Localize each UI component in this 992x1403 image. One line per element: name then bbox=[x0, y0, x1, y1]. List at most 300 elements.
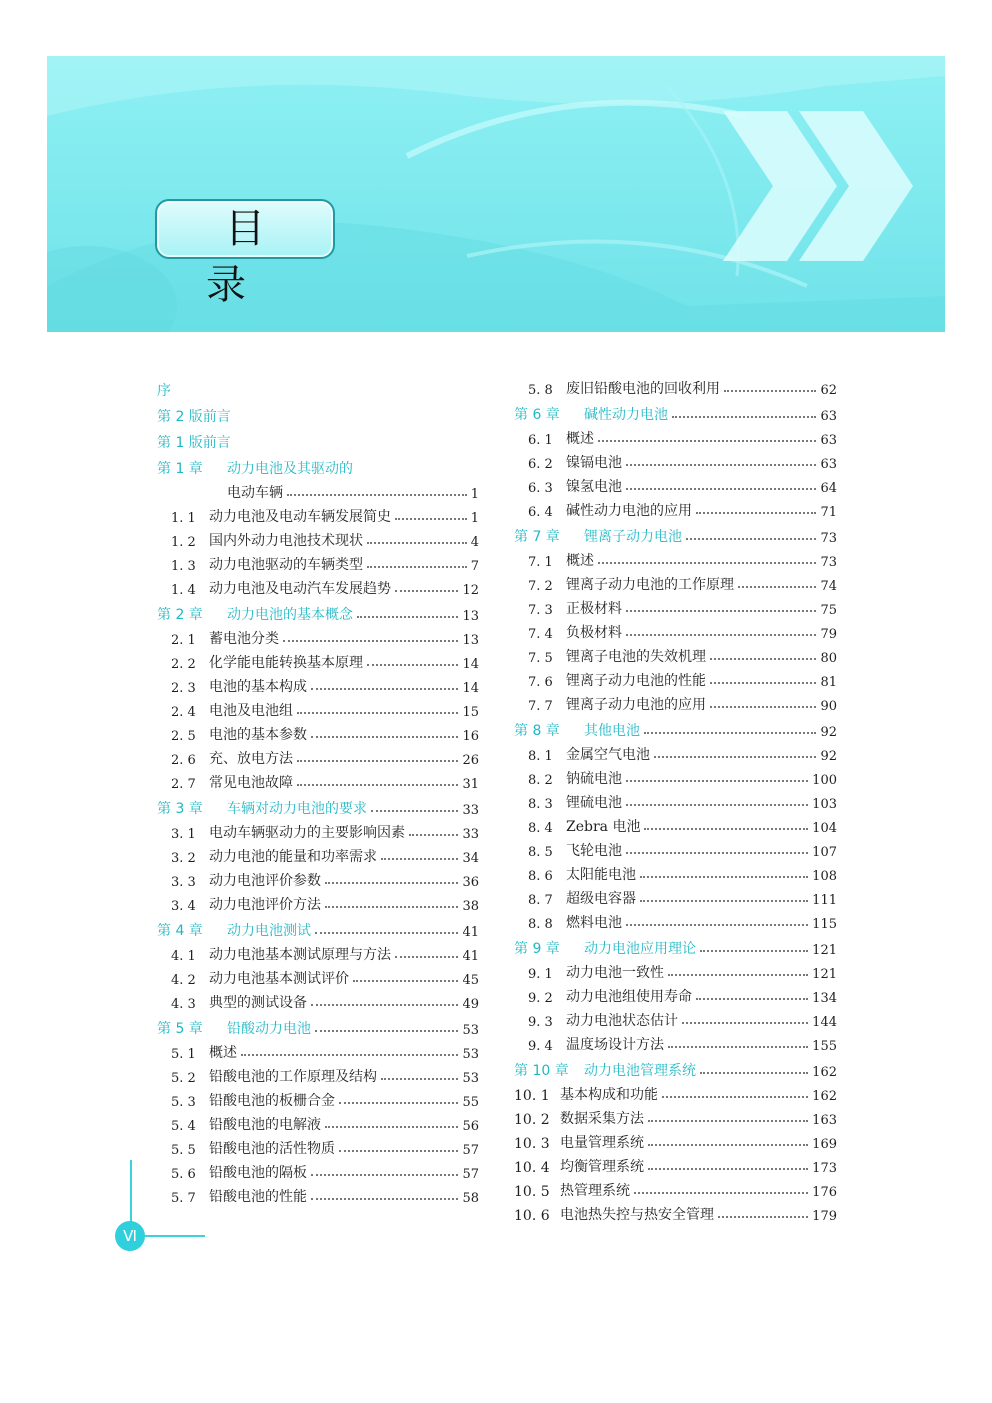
toc-section-entry[interactable] bbox=[514, 1006, 837, 1030]
toc-entry-page: 63 bbox=[820, 433, 837, 448]
toc-section-entry[interactable] bbox=[157, 1110, 479, 1134]
toc-section-entry[interactable] bbox=[514, 546, 837, 570]
toc-entry-number: 3. 2 bbox=[171, 851, 196, 866]
toc-entry-number: 2. 7 bbox=[171, 777, 196, 792]
dot-leader bbox=[241, 1054, 458, 1056]
toc-entry-title: 均衡管理系统 bbox=[560, 1159, 644, 1175]
toc-chapter-entry[interactable] bbox=[157, 452, 479, 478]
toc-section-entry[interactable] bbox=[157, 720, 479, 744]
dot-leader bbox=[315, 1030, 458, 1032]
toc-left-column bbox=[157, 374, 479, 1206]
toc-entry-number: 10. 6 bbox=[514, 1208, 550, 1224]
toc-entry-title: 动力电池的能量和功率需求 bbox=[209, 849, 377, 865]
toc-entry-page: 173 bbox=[812, 1161, 837, 1176]
toc-entry-title: 锂离子电池的失效机理 bbox=[566, 649, 706, 665]
dot-leader bbox=[626, 634, 816, 636]
toc-entry-number: 7. 2 bbox=[528, 579, 553, 594]
toc-entry-page: 134 bbox=[812, 991, 837, 1006]
toc-entry-number: 9. 1 bbox=[528, 967, 553, 982]
dot-leader bbox=[325, 1126, 458, 1128]
toc-entry-title: 车辆对动力电池的要求 bbox=[227, 801, 367, 817]
toc-front-matter-entry[interactable] bbox=[157, 374, 479, 400]
toc-entry-number: 8. 6 bbox=[528, 869, 553, 884]
toc-entry-page: 121 bbox=[812, 967, 837, 982]
toc-section-entry[interactable] bbox=[514, 642, 837, 666]
toc-section-entry[interactable] bbox=[157, 502, 479, 526]
toc-entry-number: 2. 4 bbox=[171, 705, 196, 720]
toc-entry-number: 第 5 章 bbox=[157, 1021, 203, 1037]
toc-entry-title: 铅酸电池的板栅合金 bbox=[209, 1093, 335, 1109]
toc-entry-page: 56 bbox=[462, 1119, 479, 1134]
toc-entry-number: 8. 1 bbox=[528, 749, 553, 764]
toc-entry-number: 第 1 章 bbox=[157, 461, 203, 477]
dot-leader bbox=[672, 416, 816, 418]
toc-entry-page: 53 bbox=[462, 1047, 479, 1062]
dot-leader bbox=[283, 640, 458, 642]
toc-entry-number: 6. 4 bbox=[528, 505, 553, 520]
toc-entry-title: 动力电池评价方法 bbox=[209, 897, 321, 913]
toc-entry-number: 6. 3 bbox=[528, 481, 553, 496]
toc-section-entry[interactable] bbox=[514, 788, 837, 812]
toc-entry-title: 碱性动力电池 bbox=[584, 407, 668, 423]
toc-chapter-entry[interactable] bbox=[157, 914, 479, 940]
toc-entry-page: 162 bbox=[812, 1065, 837, 1080]
toc-entry-number: 2. 6 bbox=[171, 753, 196, 768]
toc-entry-title: 超级电容器 bbox=[566, 891, 636, 907]
toc-section-entry[interactable] bbox=[514, 1128, 837, 1152]
dot-leader bbox=[311, 1174, 458, 1176]
toc-section-entry[interactable] bbox=[157, 1062, 479, 1086]
dot-leader bbox=[287, 494, 467, 496]
dot-leader bbox=[662, 1096, 808, 1098]
toc-entry-number: 第 3 章 bbox=[157, 801, 203, 817]
dot-leader bbox=[644, 828, 808, 830]
dot-leader bbox=[339, 1150, 458, 1152]
toc-entry-title: 金属空气电池 bbox=[566, 747, 650, 763]
toc-section-entry[interactable] bbox=[514, 570, 837, 594]
toc-section-entry[interactable] bbox=[157, 866, 479, 890]
toc-entry-title: 电池的基本参数 bbox=[209, 727, 307, 743]
dot-leader bbox=[626, 488, 816, 490]
toc-chapter-entry[interactable] bbox=[514, 1054, 837, 1080]
toc-entry-number: 9. 3 bbox=[528, 1015, 553, 1030]
toc-entry-number: 10. 1 bbox=[514, 1088, 550, 1104]
toc-entry-page: 55 bbox=[462, 1095, 479, 1110]
toc-entry-title: 太阳能电池 bbox=[566, 867, 636, 883]
toc-entry-number: 4. 3 bbox=[171, 997, 196, 1012]
toc-entry-page: 33 bbox=[462, 827, 479, 842]
toc-entry-page: 115 bbox=[812, 917, 837, 932]
toc-section-entry[interactable] bbox=[514, 1030, 837, 1054]
dot-leader bbox=[598, 562, 816, 564]
toc-section-entry[interactable] bbox=[157, 890, 479, 914]
dot-leader bbox=[648, 1144, 808, 1146]
toc-entry-number: 1. 3 bbox=[171, 559, 196, 574]
dot-leader bbox=[325, 906, 458, 908]
dot-leader bbox=[710, 658, 816, 660]
dot-leader bbox=[710, 682, 816, 684]
toc-section-entry[interactable] bbox=[514, 472, 837, 496]
toc-entry-title: Zebra 电池 bbox=[566, 819, 641, 835]
toc-section-entry[interactable] bbox=[514, 1200, 837, 1224]
dot-leader bbox=[724, 390, 816, 392]
toc-entry-title: 充、放电方法 bbox=[209, 751, 293, 767]
toc-entry-number: 第 9 章 bbox=[514, 941, 560, 957]
toc-entry-page: 15 bbox=[462, 705, 479, 720]
toc-entry-page: 14 bbox=[462, 681, 479, 696]
toc-entry-title: 镍氢电池 bbox=[566, 479, 622, 495]
toc-front-matter-entry[interactable] bbox=[157, 426, 479, 452]
toc-section-entry[interactable] bbox=[514, 908, 837, 932]
toc-section-entry[interactable] bbox=[157, 1086, 479, 1110]
toc-section-entry[interactable] bbox=[157, 988, 479, 1012]
dot-leader bbox=[654, 756, 816, 758]
toc-section-entry[interactable] bbox=[514, 1152, 837, 1176]
toc-section-entry[interactable] bbox=[514, 666, 837, 690]
toc-entry-title: 电动车辆 bbox=[227, 485, 283, 501]
toc-entry-title: 动力电池组使用寿命 bbox=[566, 989, 692, 1005]
dot-leader bbox=[738, 586, 816, 588]
toc-entry-number: 5. 5 bbox=[171, 1143, 196, 1158]
toc-entry-number: 6. 1 bbox=[528, 433, 553, 448]
toc-entry-title: 锂离子动力电池的工作原理 bbox=[566, 577, 734, 593]
toc-section-entry[interactable] bbox=[514, 740, 837, 764]
toc-entry-title: 动力电池测试 bbox=[227, 923, 311, 939]
toc-entry-page: 57 bbox=[462, 1143, 479, 1158]
dot-leader bbox=[367, 664, 458, 666]
toc-entry-number: 第 7 章 bbox=[514, 529, 560, 545]
toc-entry-number: 1. 2 bbox=[171, 535, 196, 550]
toc-section-entry[interactable] bbox=[157, 672, 479, 696]
dot-leader bbox=[311, 1004, 458, 1006]
dot-leader bbox=[640, 876, 808, 878]
toc-entry-number: 6. 2 bbox=[528, 457, 553, 472]
toc-section-entry[interactable] bbox=[514, 836, 837, 860]
toc-entry-page: 13 bbox=[462, 633, 479, 648]
toc-entry-number: 第 4 章 bbox=[157, 923, 203, 939]
dot-leader bbox=[297, 760, 458, 762]
toc-entry-number: 5. 3 bbox=[171, 1095, 196, 1110]
dot-leader bbox=[700, 1072, 808, 1074]
toc-entry-title: 铅酸电池的活性物质 bbox=[209, 1141, 335, 1157]
dot-leader bbox=[371, 810, 458, 812]
toc-entry-number: 2. 1 bbox=[171, 633, 196, 648]
toc-entry-page: 80 bbox=[820, 651, 837, 666]
dot-leader bbox=[644, 732, 816, 734]
toc-entry-title: 概述 bbox=[566, 553, 594, 569]
dot-leader bbox=[648, 1120, 808, 1122]
toc-entry-page: 111 bbox=[812, 893, 837, 908]
toc-section-entry[interactable] bbox=[157, 696, 479, 720]
toc-entry-number: 5. 8 bbox=[528, 383, 553, 398]
toc-entry-page: 73 bbox=[820, 555, 837, 570]
toc-entry-number: 第 6 章 bbox=[514, 407, 560, 423]
toc-entry-page: 53 bbox=[462, 1071, 479, 1086]
toc-section-entry[interactable] bbox=[157, 940, 479, 964]
dot-leader bbox=[626, 780, 808, 782]
toc-entry-number: 10. 5 bbox=[514, 1184, 550, 1200]
toc-entry-page: 90 bbox=[820, 699, 837, 714]
toc-entry-title: 锂离子动力电池 bbox=[584, 529, 682, 545]
toc-section-entry[interactable] bbox=[514, 884, 837, 908]
toc-entry-number: 5. 2 bbox=[171, 1071, 196, 1086]
toc-section-entry[interactable] bbox=[514, 690, 837, 714]
toc-entry-title: 锂硫电池 bbox=[566, 795, 622, 811]
toc-entry-number: 8. 8 bbox=[528, 917, 553, 932]
toc-entry-number: 5. 1 bbox=[171, 1047, 196, 1062]
toc-entry-title: 序 bbox=[157, 383, 171, 399]
dot-leader bbox=[626, 852, 808, 854]
toc-entry-page: 155 bbox=[812, 1039, 837, 1054]
toc-section-entry[interactable] bbox=[514, 448, 837, 472]
toc-entry-page: 38 bbox=[462, 899, 479, 914]
dot-leader bbox=[682, 1022, 808, 1024]
toc-entry-number: 8. 4 bbox=[528, 821, 553, 836]
dot-leader bbox=[409, 834, 458, 836]
chevron-arrows-icon bbox=[723, 111, 913, 261]
toc-entry-page: 31 bbox=[462, 777, 479, 792]
dot-leader bbox=[353, 980, 458, 982]
toc-entry-title: 热管理系统 bbox=[560, 1183, 630, 1199]
toc-section-entry[interactable] bbox=[514, 764, 837, 788]
toc-section-entry[interactable] bbox=[514, 1080, 837, 1104]
car-background-illustration bbox=[47, 56, 945, 332]
toc-chapter-entry[interactable] bbox=[514, 714, 837, 740]
toc-entry-page: 92 bbox=[820, 749, 837, 764]
toc-entry-number: 7. 4 bbox=[528, 627, 553, 642]
toc-chapter-entry[interactable] bbox=[514, 520, 837, 546]
toc-entry-title: 化学能电能转换基本原理 bbox=[209, 655, 363, 671]
toc-chapter-entry[interactable] bbox=[157, 792, 479, 818]
toc-entry-page: 45 bbox=[462, 973, 479, 988]
toc-entry-page: 179 bbox=[812, 1209, 837, 1224]
toc-section-entry[interactable] bbox=[157, 744, 479, 768]
toc-entry-title: 燃料电池 bbox=[566, 915, 622, 931]
toc-entry-page: 92 bbox=[820, 725, 837, 740]
toc-entry-title: 动力电池的基本概念 bbox=[227, 607, 353, 623]
dot-leader bbox=[626, 610, 816, 612]
toc-entry-page: 7 bbox=[470, 559, 479, 574]
toc-entry-title: 电量管理系统 bbox=[560, 1135, 644, 1151]
margin-rule-horizontal bbox=[145, 1235, 205, 1237]
toc-section-entry[interactable] bbox=[157, 964, 479, 988]
toc-entry-title: 钠硫电池 bbox=[566, 771, 622, 787]
toc-entry-title: 动力电池基本测试原理与方法 bbox=[209, 947, 391, 963]
toc-entry-number: 5. 7 bbox=[171, 1191, 196, 1206]
toc-entry-number: 7. 3 bbox=[528, 603, 553, 618]
toc-entry-title: 温度场设计方法 bbox=[566, 1037, 664, 1053]
toc-entry-page: 16 bbox=[462, 729, 479, 744]
dot-leader bbox=[668, 974, 808, 976]
toc-entry-number: 3. 4 bbox=[171, 899, 196, 914]
toc-entry-page: 64 bbox=[820, 481, 837, 496]
toc-entry-title: 蓄电池分类 bbox=[209, 631, 279, 647]
margin-rule-vertical bbox=[130, 1160, 132, 1222]
toc-entry-page: 121 bbox=[812, 943, 837, 958]
toc-section-entry[interactable] bbox=[514, 860, 837, 884]
toc-section-entry[interactable] bbox=[157, 1038, 479, 1062]
toc-chapter-entry[interactable] bbox=[514, 932, 837, 958]
toc-entry-number: 9. 4 bbox=[528, 1039, 553, 1054]
toc-front-matter-entry[interactable] bbox=[157, 400, 479, 426]
toc-entry-title: 锂离子动力电池的性能 bbox=[566, 673, 706, 689]
toc-entry-number: 10. 2 bbox=[514, 1112, 550, 1128]
toc-section-entry[interactable] bbox=[514, 594, 837, 618]
toc-section-entry[interactable] bbox=[514, 1176, 837, 1200]
dot-leader bbox=[367, 542, 467, 544]
dot-leader bbox=[640, 900, 808, 902]
toc-chapter-entry[interactable] bbox=[514, 398, 837, 424]
toc-section-entry[interactable] bbox=[514, 958, 837, 982]
dot-leader bbox=[718, 1216, 808, 1218]
toc-entry-number: 7. 6 bbox=[528, 675, 553, 690]
toc-entry-page: 33 bbox=[462, 803, 479, 818]
toc-entry-title: 铅酸电池的工作原理及结构 bbox=[209, 1069, 377, 1085]
toc-entry-page: 75 bbox=[820, 603, 837, 618]
toc-entry-page: 26 bbox=[462, 753, 479, 768]
toc-entry-page: 58 bbox=[462, 1191, 479, 1206]
dot-leader bbox=[297, 784, 458, 786]
toc-entry-number: 1. 1 bbox=[171, 511, 196, 526]
toc-entry-page: 14 bbox=[462, 657, 479, 672]
toc-entry-page: 36 bbox=[462, 875, 479, 890]
toc-entry-title: 铅酸动力电池 bbox=[227, 1021, 311, 1037]
toc-section-entry[interactable] bbox=[157, 1158, 479, 1182]
page-number-badge: Ⅵ bbox=[115, 1221, 145, 1251]
toc-entry-number: 9. 2 bbox=[528, 991, 553, 1006]
toc-entry-number: 第 8 章 bbox=[514, 723, 560, 739]
toc-entry-page: 13 bbox=[462, 609, 479, 624]
toc-section-entry[interactable] bbox=[157, 550, 479, 574]
toc-entry-page: 34 bbox=[462, 851, 479, 866]
toc-section-entry[interactable] bbox=[514, 812, 837, 836]
toc-entry-title: 第 2 版前言 bbox=[157, 409, 231, 425]
toc-entry-title: 正极材料 bbox=[566, 601, 622, 617]
dot-leader bbox=[357, 616, 458, 618]
toc-entry-title: 动力电池应用理论 bbox=[584, 941, 696, 957]
toc-section-entry[interactable] bbox=[157, 574, 479, 598]
dot-leader bbox=[297, 712, 458, 714]
page-title: 目 录 bbox=[206, 206, 303, 308]
toc-section-entry[interactable] bbox=[514, 982, 837, 1006]
toc-chapter-entry[interactable] bbox=[157, 598, 479, 624]
dot-leader bbox=[668, 1046, 808, 1048]
toc-entry-page: 71 bbox=[820, 505, 837, 520]
toc-entry-page: 100 bbox=[812, 773, 837, 788]
toc-entry-number: 2. 2 bbox=[171, 657, 196, 672]
toc-entry-number: 4. 2 bbox=[171, 973, 196, 988]
toc-section-entry[interactable] bbox=[157, 768, 479, 792]
dot-leader bbox=[311, 1198, 458, 1200]
dot-leader bbox=[598, 440, 816, 442]
dot-leader bbox=[626, 804, 808, 806]
toc-entry-page: 49 bbox=[462, 997, 479, 1012]
toc-entry-number: 8. 7 bbox=[528, 893, 553, 908]
toc-section-entry[interactable] bbox=[514, 618, 837, 642]
dot-leader bbox=[381, 858, 458, 860]
toc-chapter-entry[interactable] bbox=[157, 1012, 479, 1038]
toc-section-entry[interactable] bbox=[157, 526, 479, 550]
toc-section-entry[interactable] bbox=[157, 842, 479, 866]
toc-section-entry[interactable] bbox=[157, 1134, 479, 1158]
toc-right-column bbox=[514, 374, 837, 1224]
toc-entry-title: 动力电池管理系统 bbox=[584, 1063, 696, 1079]
toc-entry-page: 104 bbox=[812, 821, 837, 836]
dot-leader bbox=[634, 1192, 808, 1194]
toc-entry-title: 动力电池及其驱动的 bbox=[227, 461, 353, 477]
toc-entry-number: 2. 5 bbox=[171, 729, 196, 744]
toc-entry-page: 103 bbox=[812, 797, 837, 812]
toc-entry-page: 144 bbox=[812, 1015, 837, 1030]
toc-entry-page: 108 bbox=[812, 869, 837, 884]
dot-leader bbox=[315, 932, 458, 934]
toc-section-entry[interactable] bbox=[157, 648, 479, 672]
toc-entry-title: 典型的测试设备 bbox=[209, 995, 307, 1011]
toc-section-entry[interactable] bbox=[157, 818, 479, 842]
toc-entry-title: 铅酸电池的隔板 bbox=[209, 1165, 307, 1181]
dot-leader bbox=[381, 1078, 458, 1080]
dot-leader bbox=[626, 924, 808, 926]
toc-entry-title: 动力电池一致性 bbox=[566, 965, 664, 981]
toc-entry-title: 锂离子动力电池的应用 bbox=[566, 697, 706, 713]
toc-entry-number: 8. 2 bbox=[528, 773, 553, 788]
dot-leader bbox=[367, 566, 467, 568]
dot-leader bbox=[395, 518, 467, 520]
toc-entry-page: 62 bbox=[820, 383, 837, 398]
toc-entry-title: 电池热失控与热安全管理 bbox=[560, 1207, 714, 1223]
toc-section-entry[interactable] bbox=[157, 624, 479, 648]
toc-entry-number: 7. 7 bbox=[528, 699, 553, 714]
toc-entry-number: 4. 1 bbox=[171, 949, 196, 964]
toc-entry-page: 169 bbox=[812, 1137, 837, 1152]
toc-entry-title: 铅酸电池的电解液 bbox=[209, 1117, 321, 1133]
toc-section-entry[interactable] bbox=[514, 496, 837, 520]
dot-leader bbox=[710, 706, 816, 708]
toc-entry-number: 7. 1 bbox=[528, 555, 553, 570]
toc-entry-title: 镍镉电池 bbox=[566, 455, 622, 471]
toc-entry-title: 碱性动力电池的应用 bbox=[566, 503, 692, 519]
dot-leader bbox=[325, 882, 458, 884]
toc-entry-page: 107 bbox=[812, 845, 837, 860]
toc-entry-title: 飞轮电池 bbox=[566, 843, 622, 859]
toc-entry-page: 74 bbox=[820, 579, 837, 594]
toc-entry-number: 10. 4 bbox=[514, 1160, 550, 1176]
toc-section-entry[interactable] bbox=[157, 1182, 479, 1206]
toc-section-entry[interactable] bbox=[514, 424, 837, 448]
toc-entry-title: 动力电池评价参数 bbox=[209, 873, 321, 889]
dot-leader bbox=[696, 998, 808, 1000]
toc-entry-title: 动力电池及电动车辆发展简史 bbox=[209, 509, 391, 525]
toc-entry-page: 53 bbox=[462, 1023, 479, 1038]
dot-leader bbox=[395, 956, 458, 958]
toc-section-entry[interactable] bbox=[514, 1104, 837, 1128]
toc-entry-page: 12 bbox=[462, 583, 479, 598]
toc-entry-page: 176 bbox=[812, 1185, 837, 1200]
toc-entry-title: 国内外动力电池技术现状 bbox=[209, 533, 363, 549]
toc-chapter-entry[interactable] bbox=[157, 478, 479, 502]
toc-entry-title: 第 1 版前言 bbox=[157, 435, 231, 451]
dot-leader bbox=[648, 1168, 808, 1170]
toc-entry-page: 4 bbox=[470, 535, 479, 550]
dot-leader bbox=[700, 950, 808, 952]
dot-leader bbox=[395, 590, 458, 592]
toc-entry-number: 3. 3 bbox=[171, 875, 196, 890]
toc-entry-page: 41 bbox=[462, 949, 479, 964]
toc-entry-number: 8. 3 bbox=[528, 797, 553, 812]
toc-entry-title: 常见电池故障 bbox=[209, 775, 293, 791]
toc-entry-number: 第 10 章 bbox=[514, 1063, 569, 1079]
toc-section-entry[interactable] bbox=[514, 374, 837, 398]
